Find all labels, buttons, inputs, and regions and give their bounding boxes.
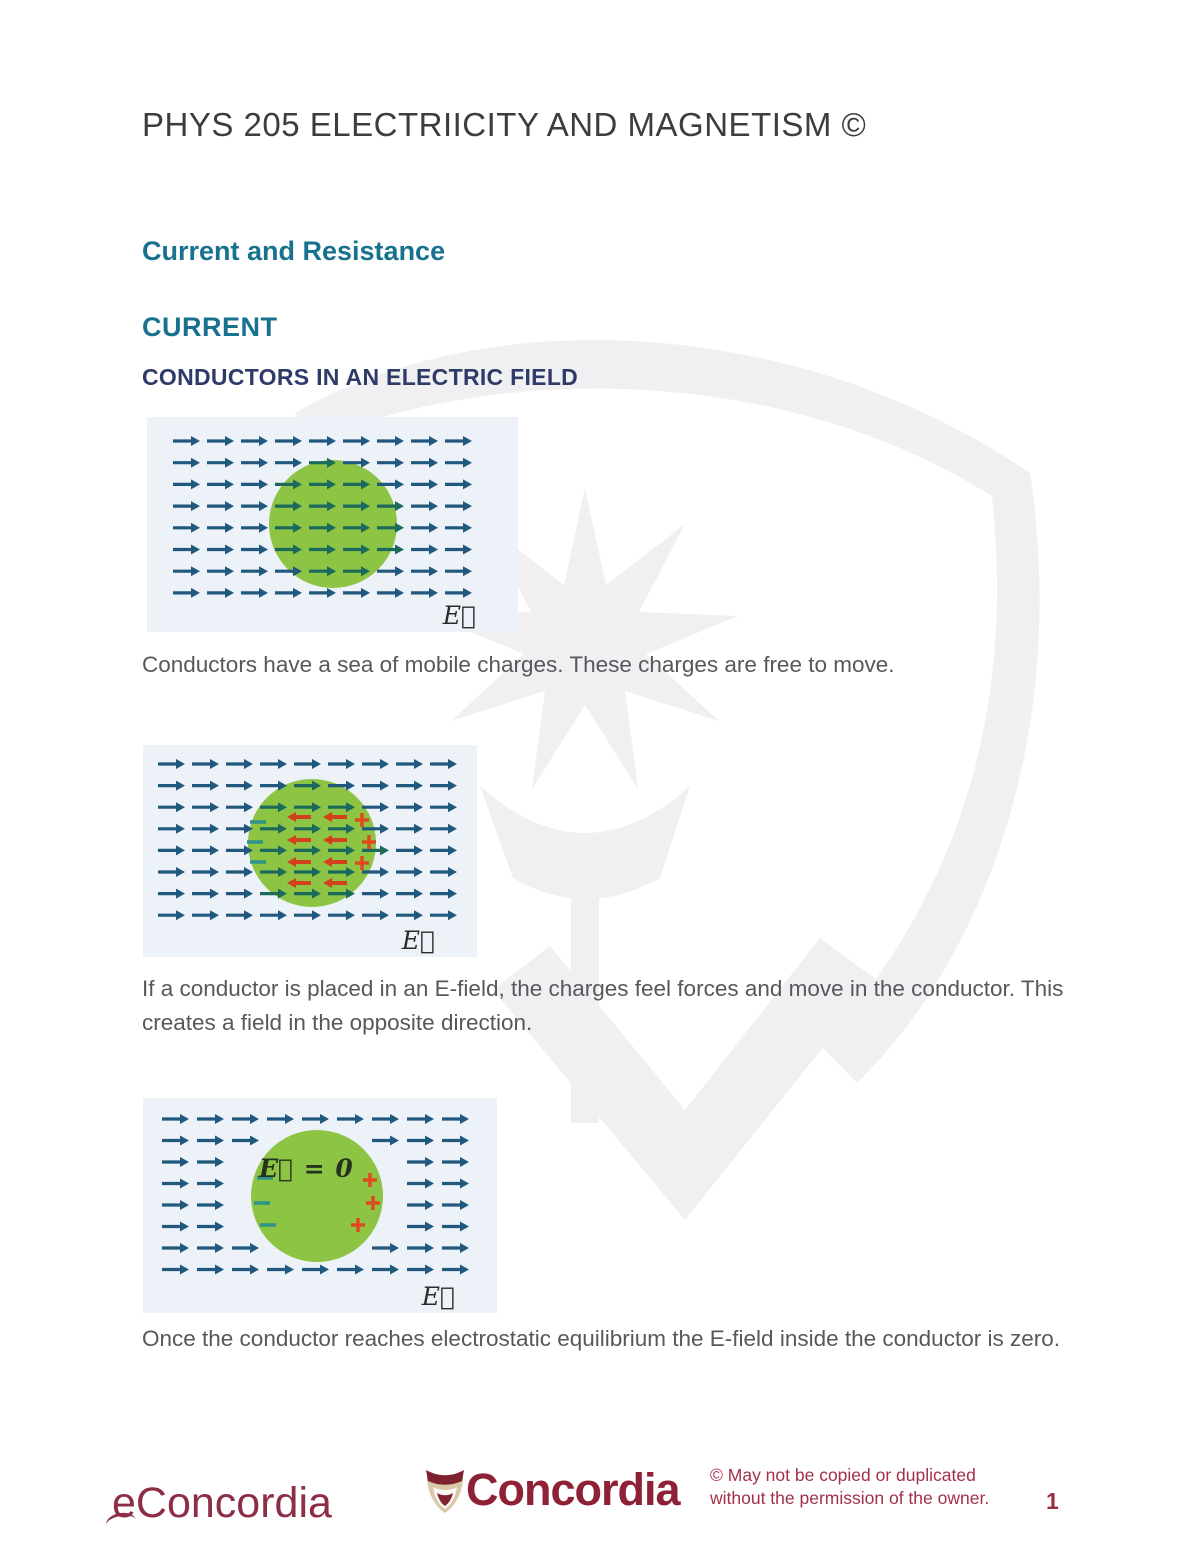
e-vector-label: E⃗ [401,926,435,955]
figure-charges-move-opposite-field [143,745,477,957]
econcordia-logo-text: eConcordia [112,1479,332,1527]
page-title: PHYS 205 ELECTRIICITY AND MAGNETISM © [142,106,867,143]
e-vector-label: E⃗ [442,601,476,630]
e-equals-zero-label: E⃗ = 0 [259,1154,354,1183]
concordia-logo-text: Concordia [466,1464,680,1515]
figure-equilibrium-zero-field [143,1098,497,1313]
e-vector-label: E⃗ [421,1282,455,1311]
heading-current-and-resistance: Current and Resistance [142,236,446,266]
heading-conductors-in-electric-field: CONDUCTORS IN AN ELECTRIC FIELD [142,364,579,390]
paragraph-sea-of-charges: Conductors have a sea of mobile charges. These charges are free to move. [142,652,895,677]
copyright-line-1: © May not be copied or duplicated [710,1465,976,1485]
copyright-notice [710,1464,989,1510]
econcordia-logo [112,1479,332,1528]
heading-current: CURRENT [142,312,278,342]
page-number: 1 [1046,1488,1059,1514]
concordia-logo [424,1466,680,1518]
figure-conductor-in-uniform-field [147,417,518,632]
paragraph-charges-feel-forces: If a conductor is placed in an E-field, the charges feel forces and move in the conductor. This creates a field in the opposite direction. [142,976,1064,1035]
copyright-line-2: without the permission of the owner. [710,1488,990,1508]
paragraph-equilibrium: Once the conductor reaches electrostatic equilibrium the E-field inside the conductor is zero. [142,1326,1060,1351]
concordia-shield-icon [424,1466,466,1518]
